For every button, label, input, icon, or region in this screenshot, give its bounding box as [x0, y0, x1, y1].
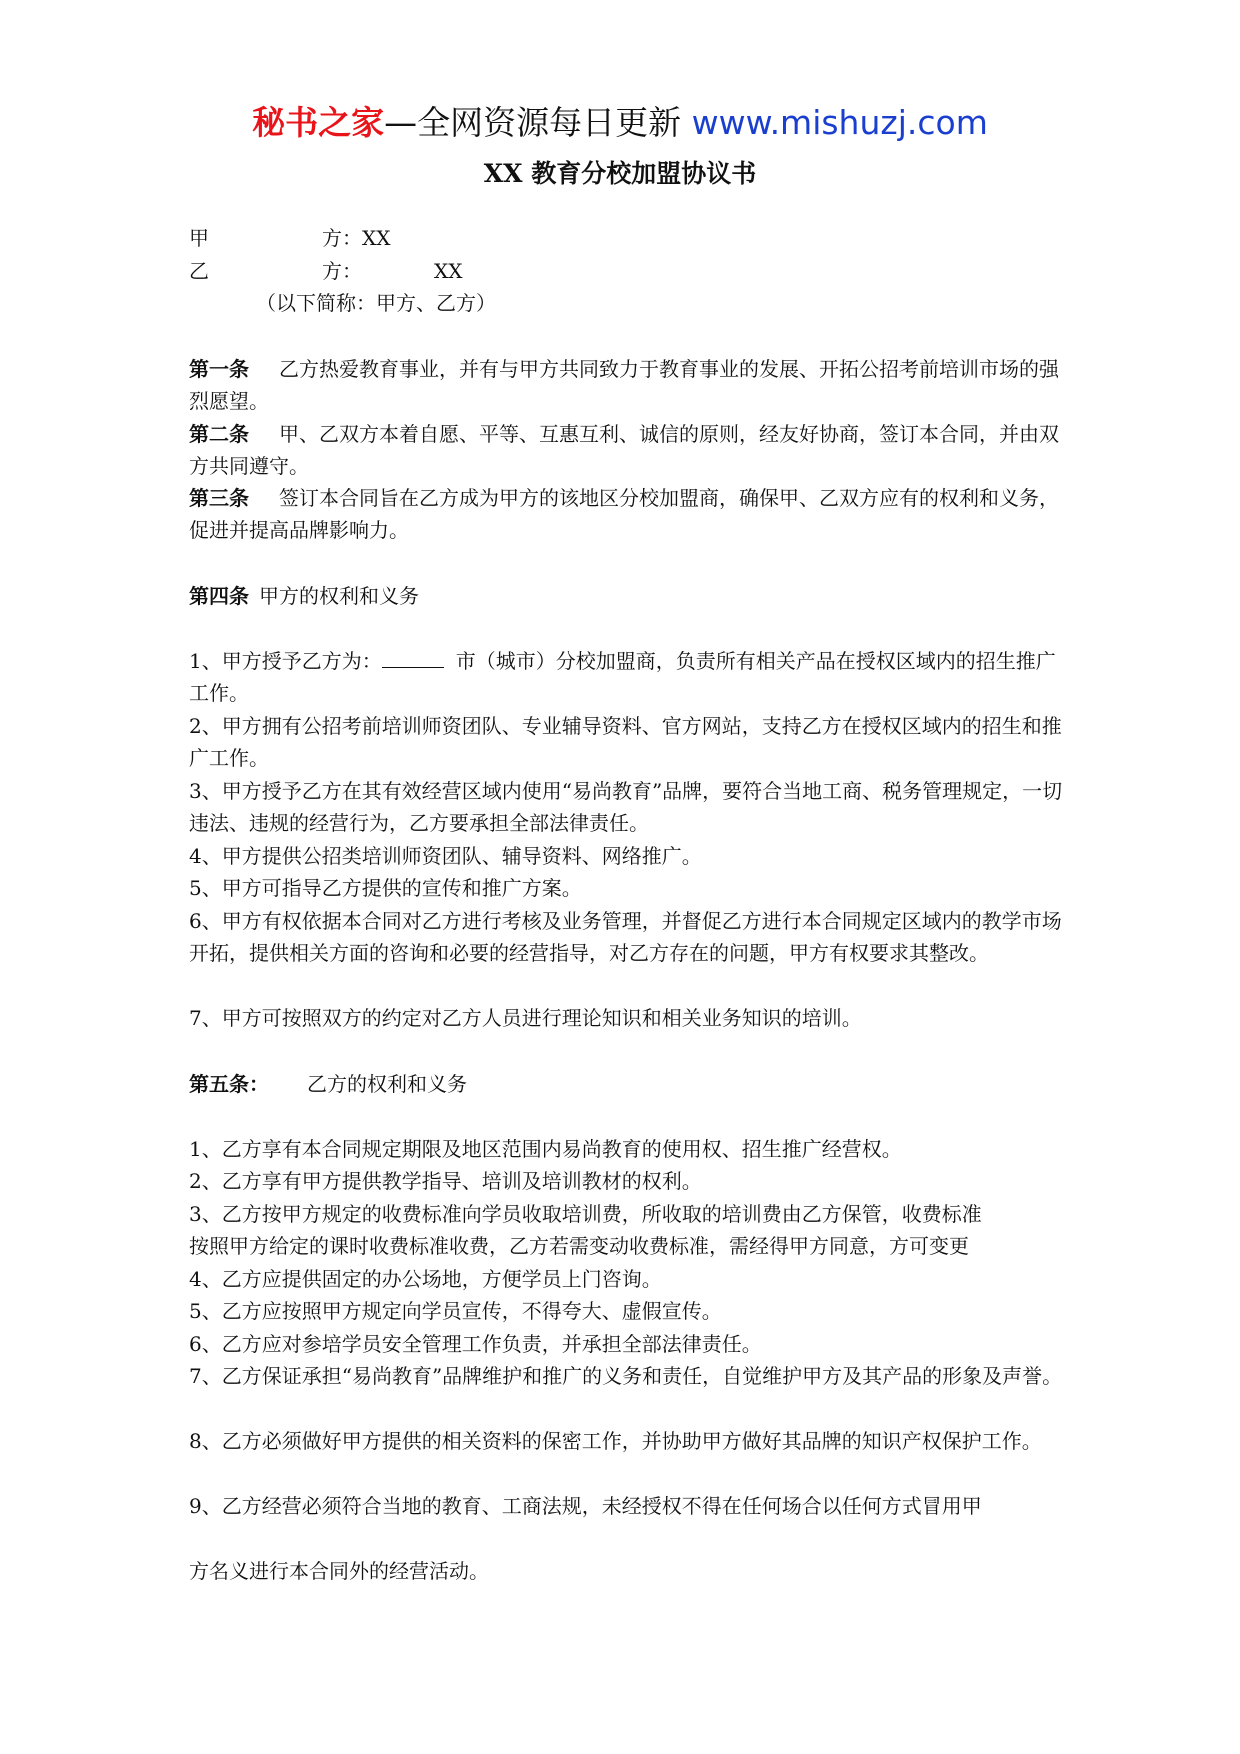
party-a-item-6: 6、甲方有权依据本合同对乙方进行考核及业务管理，并督促乙方进行本合同规定区域内的教学市场开拓，提供相关方面的咨询和必要的经营指导，对乙方存在的问题，甲方有权要求其整改。 — [189, 909, 1062, 965]
party-b-item-5: 5、乙方应按照甲方规定向学员宣传，不得夸大、虚假宣传。 — [189, 1299, 722, 1323]
party-b-line — [189, 255, 462, 287]
party-a-item-7: 7、甲方可按照双方的约定对乙方人员进行理论知识和相关业务知识的培训。 — [189, 1006, 862, 1030]
banner-slogan: —全网资源每日更新 — [384, 103, 692, 142]
party-a-item-1 — [189, 645, 1069, 709]
party-abbreviation: （以下简称：甲方、乙方） — [256, 291, 496, 315]
party-b-value: XX — [434, 259, 463, 283]
article-1-label: 第一条 — [189, 357, 249, 381]
article-2-text: 甲、乙双方本着自愿、平等、互惠互利、诚信的原则，经友好协商，签订本合同，并由双方共同遵守。 — [189, 422, 1059, 478]
party-b-item-9-line-2: 方名义进行本合同外的经营活动。 — [189, 1559, 489, 1583]
party-b-item-2: 2、乙方享有甲方提供教学指导、培训及培训教材的权利。 — [189, 1169, 702, 1193]
article-5-label: 第五条： — [189, 1072, 269, 1096]
party-b-label: 乙 — [189, 259, 209, 283]
party-a-value: XX — [362, 226, 391, 250]
fill-in-blank[interactable] — [382, 647, 444, 668]
article-2 — [189, 418, 1069, 482]
article-4-text: 甲方的权利和义务 — [259, 584, 419, 608]
party-b-label-suffix: 方： — [322, 259, 362, 283]
party-b-item-8: 8、乙方必须做好甲方提供的相关资料的保密工作，并协助甲方做好其品牌的知识产权保护工作。 — [189, 1429, 1042, 1453]
article-5-text: 乙方的权利和义务 — [307, 1072, 467, 1096]
party-b-item-3-line-2: 按照甲方给定的课时收费标准收费，乙方若需变动收费标准，需经得甲方同意，方可变更 — [189, 1234, 969, 1258]
banner-url-link[interactable]: www.mishuzj.com — [691, 103, 988, 142]
document-title: XX 教育分校加盟协议书 — [483, 159, 757, 188]
party-a-item-3: 3、甲方授予乙方在其有效经营区域内使用“易尚教育”品牌，要符合当地工商、税务管理规定，一切违法、违规的经营行为，乙方要承担全部法律责任。 — [189, 779, 1063, 835]
article-3-label: 第三条 — [189, 486, 249, 510]
article-1 — [189, 353, 1069, 417]
party-a-line — [189, 222, 390, 254]
party-b-item-3-line-1: 3、乙方按甲方规定的收费标准向学员收取培训费，所收取的培训费由乙方保管，收费标准 — [189, 1202, 982, 1226]
article-4-label: 第四条 — [189, 584, 249, 608]
party-a-item-1-pre: 1、甲方授予乙方为： — [189, 649, 382, 673]
party-a-label: 甲 — [189, 226, 209, 250]
site-banner — [0, 103, 1240, 143]
banner-brand: 秘书之家 — [252, 103, 385, 142]
article-4-heading — [189, 580, 1069, 612]
party-b-item-9-line-1: 9、乙方经营必须符合当地的教育、工商法规，未经授权不得在任何场合以任何方式冒用甲 — [189, 1494, 982, 1518]
party-a-item-5: 5、甲方可指导乙方提供的宣传和推广方案。 — [189, 876, 582, 900]
party-b-item-6: 6、乙方应对参培学员安全管理工作负责，并承担全部法律责任。 — [189, 1332, 762, 1356]
article-3-text: 签订本合同旨在乙方成为甲方的该地区分校加盟商，确保甲、乙双方应有的权利和义务，促进并提高品牌影响力。 — [189, 486, 1059, 542]
party-a-label-suffix: 方： — [322, 226, 362, 250]
party-a-item-2: 2、甲方拥有公招考前培训师资团队、专业辅导资料、官方网站，支持乙方在授权区域内的招生和推广工作。 — [189, 714, 1062, 770]
article-1-text: 乙方热爱教育事业，并有与甲方共同致力于教育事业的发展、开拓公招考前培训市场的强烈愿望。 — [189, 357, 1059, 413]
article-2-label: 第二条 — [189, 422, 249, 446]
party-b-item-4: 4、乙方应提供固定的办公场地，方便学员上门咨询。 — [189, 1267, 662, 1291]
article-3 — [189, 482, 1069, 546]
party-a-item-1-post: 市（城市）分校加盟商，负责所有相关产品在授权区域内的招生推广工作。 — [189, 649, 1056, 705]
article-5-heading — [189, 1068, 1069, 1100]
party-b-item-1: 1、乙方享有本合同规定期限及地区范围内易尚教育的使用权、招生推广经营权。 — [189, 1137, 902, 1161]
party-a-item-4: 4、甲方提供公招类培训师资团队、辅导资料、网络推广。 — [189, 844, 702, 868]
party-b-item-7: 7、乙方保证承担“易尚教育”品牌维护和推广的义务和责任，自觉维护甲方及其产品的形象及声誉。 — [189, 1364, 1063, 1388]
